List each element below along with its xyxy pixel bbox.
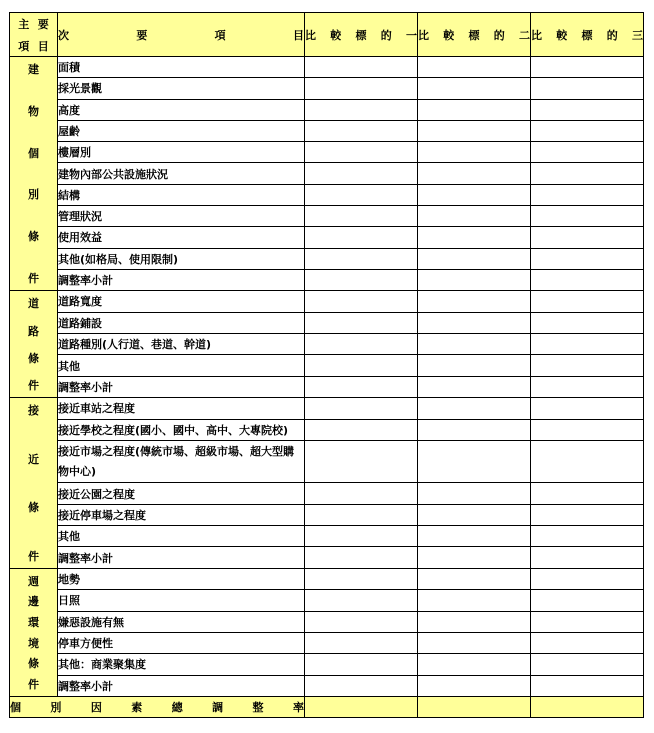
compare-cell-3[interactable] [531, 654, 644, 675]
compare-cell-1[interactable] [305, 355, 418, 376]
table-row [10, 99, 644, 120]
compare-cell-2[interactable] [418, 163, 531, 184]
compare-cell-1[interactable] [305, 227, 418, 248]
sub-item-label: 道路鋪設 [58, 312, 305, 333]
category-char: 件 [28, 379, 39, 393]
compare-cell-1[interactable] [305, 483, 418, 504]
header-compare-1 [305, 13, 418, 57]
header-compare-char: 比 [531, 28, 542, 42]
category-label [10, 569, 57, 696]
compare-cell-3[interactable] [531, 269, 644, 290]
total-label-char: 素 [131, 701, 143, 715]
category-char: 別 [28, 188, 39, 202]
category-label [10, 398, 57, 568]
header-main-char: 目 [37, 39, 49, 53]
compare-cell-1[interactable] [305, 78, 418, 99]
category-cell [10, 568, 58, 696]
sub-item-label: 調整率小計 [58, 675, 305, 696]
compare-cell-3[interactable] [531, 120, 644, 141]
compare-cell-2[interactable] [418, 291, 531, 312]
total-label-char: 整 [252, 701, 264, 715]
table-row [10, 376, 644, 397]
category-char: 路 [28, 324, 39, 338]
compare-cell-1[interactable] [305, 269, 418, 290]
category-char: 個 [28, 146, 39, 160]
compare-cell-3[interactable] [531, 568, 644, 589]
compare-cell-2[interactable] [418, 142, 531, 163]
compare-cell-2[interactable] [418, 57, 531, 78]
sub-item-label: 調整率小計 [58, 376, 305, 397]
compare-cell-1[interactable] [305, 526, 418, 547]
compare-cell-2[interactable] [418, 248, 531, 269]
category-char: 邊 [28, 595, 39, 609]
compare-cell-3[interactable] [531, 248, 644, 269]
compare-cell-1[interactable] [305, 504, 418, 525]
header-compare-char: 三 [632, 28, 643, 42]
compare-cell-3[interactable] [531, 355, 644, 376]
compare-cell-3[interactable] [531, 483, 644, 504]
compare-cell-1[interactable] [305, 205, 418, 226]
table-row [10, 568, 644, 589]
table-row [10, 526, 644, 547]
header-compare-char: 標 [355, 28, 367, 42]
header-sub-char: 項 [214, 28, 226, 42]
sub-item-label: 嫌惡設施有無 [58, 611, 305, 632]
header-main-char: 要 [37, 17, 49, 31]
category-char: 件 [28, 272, 39, 286]
compare-cell-2[interactable] [418, 440, 531, 483]
compare-cell-1[interactable] [305, 248, 418, 269]
compare-cell-1[interactable] [305, 333, 418, 354]
table-row [10, 483, 644, 504]
total-label-char: 調 [212, 701, 224, 715]
compare-cell-3[interactable] [531, 312, 644, 333]
category-char: 接 [28, 404, 39, 418]
sub-item-label: 調整率小計 [58, 269, 305, 290]
header-sub-char: 目 [292, 28, 304, 42]
category-cell [10, 398, 58, 569]
table-row [10, 611, 644, 632]
table-row [10, 504, 644, 525]
compare-cell-2[interactable] [418, 632, 531, 653]
header-compare-char: 較 [443, 28, 455, 42]
compare-cell-3[interactable] [531, 163, 644, 184]
compare-cell-1[interactable] [305, 184, 418, 205]
compare-cell-3[interactable] [531, 78, 644, 99]
sub-item-label: 建物內部公共設施狀況 [58, 163, 305, 184]
total-label-char: 因 [90, 701, 102, 715]
header-sub-char: 次 [58, 28, 69, 42]
table-row [10, 333, 644, 354]
total-compare-cell-3[interactable] [531, 696, 644, 717]
compare-cell-3[interactable] [531, 632, 644, 653]
table-row [10, 654, 644, 675]
table-row [10, 590, 644, 611]
category-char: 週 [28, 574, 39, 588]
sub-item-label: 樓層別 [58, 142, 305, 163]
header-compare-char: 的 [493, 28, 505, 42]
table-row [10, 78, 644, 99]
header-compare-char: 一 [406, 28, 417, 42]
category-char: 近 [28, 452, 39, 466]
total-label-char: 別 [50, 701, 62, 715]
sub-item-label: 地勢 [58, 568, 305, 589]
total-label [10, 696, 305, 717]
sub-item-label: 接近公園之程度 [58, 483, 305, 504]
compare-cell-3[interactable] [531, 526, 644, 547]
header-row [10, 13, 644, 57]
compare-cell-3[interactable] [531, 291, 644, 312]
header-compare-char: 比 [305, 28, 316, 42]
compare-cell-2[interactable] [418, 504, 531, 525]
total-compare-cell-1[interactable] [305, 696, 418, 717]
compare-cell-1[interactable] [305, 440, 418, 483]
compare-cell-1[interactable] [305, 312, 418, 333]
compare-cell-2[interactable] [418, 675, 531, 696]
table-row [10, 312, 644, 333]
compare-cell-2[interactable] [418, 184, 531, 205]
compare-cell-2[interactable] [418, 333, 531, 354]
header-compare-char: 比 [418, 28, 429, 42]
compare-cell-3[interactable] [531, 547, 644, 568]
compare-cell-3[interactable] [531, 504, 644, 525]
compare-cell-1[interactable] [305, 120, 418, 141]
compare-cell-3[interactable] [531, 142, 644, 163]
compare-cell-2[interactable] [418, 269, 531, 290]
compare-cell-3[interactable] [531, 99, 644, 120]
header-compare-3 [531, 13, 644, 57]
header-main-char: 項 [18, 39, 30, 53]
header-main-item [10, 13, 58, 57]
table-row [10, 57, 644, 78]
compare-cell-2[interactable] [418, 654, 531, 675]
compare-cell-2[interactable] [418, 590, 531, 611]
compare-cell-2[interactable] [418, 227, 531, 248]
compare-cell-2[interactable] [418, 398, 531, 419]
compare-cell-3[interactable] [531, 205, 644, 226]
table-row [10, 142, 644, 163]
compare-cell-2[interactable] [418, 78, 531, 99]
sub-item-label: 道路種別(人行道、巷道、幹道) [58, 333, 305, 354]
compare-cell-1[interactable] [305, 590, 418, 611]
compare-cell-2[interactable] [418, 419, 531, 440]
category-char: 環 [28, 616, 39, 630]
category-cell [10, 291, 58, 398]
table-row [10, 419, 644, 440]
sub-item-label: 管理狀況 [58, 205, 305, 226]
compare-cell-2[interactable] [418, 568, 531, 589]
sub-item-label: 屋齡 [58, 120, 305, 141]
table-row [10, 184, 644, 205]
header-compare-char: 標 [581, 28, 593, 42]
compare-cell-1[interactable] [305, 291, 418, 312]
table-row [10, 227, 644, 248]
table-row [10, 248, 644, 269]
compare-cell-3[interactable] [531, 590, 644, 611]
compare-cell-1[interactable] [305, 99, 418, 120]
header-compare-2 [418, 13, 531, 57]
compare-cell-3[interactable] [531, 57, 644, 78]
compare-cell-1[interactable] [305, 632, 418, 653]
compare-cell-3[interactable] [531, 675, 644, 696]
table-row [10, 632, 644, 653]
category-char: 條 [28, 230, 39, 244]
header-compare-char: 較 [556, 28, 568, 42]
total-row [10, 696, 644, 717]
compare-cell-2[interactable] [418, 547, 531, 568]
total-compare-cell-2[interactable] [418, 696, 531, 717]
total-label-char: 率 [292, 701, 304, 715]
sub-item-label: 其他 [58, 355, 305, 376]
category-char: 建 [28, 63, 39, 76]
category-char: 境 [28, 636, 39, 650]
compare-cell-2[interactable] [418, 611, 531, 632]
sub-item-label: 高度 [58, 99, 305, 120]
header-sub-item [58, 13, 305, 57]
compare-cell-2[interactable] [418, 376, 531, 397]
compare-cell-1[interactable] [305, 419, 418, 440]
compare-cell-3[interactable] [531, 611, 644, 632]
sub-item-label: 接近停車場之程度 [58, 504, 305, 525]
sub-item-label: 其他(如格局、使用限制) [58, 248, 305, 269]
category-char: 條 [28, 657, 39, 671]
table-row [10, 675, 644, 696]
table-row [10, 547, 644, 568]
compare-cell-2[interactable] [418, 99, 531, 120]
table-row [10, 120, 644, 141]
compare-cell-3[interactable] [531, 227, 644, 248]
table-row [10, 355, 644, 376]
category-cell [10, 57, 58, 291]
sub-item-label: 結構 [58, 184, 305, 205]
sub-item-label: 其他：商業聚集度 [58, 654, 305, 675]
sub-item-label: 使用效益 [58, 227, 305, 248]
compare-cell-2[interactable] [418, 312, 531, 333]
compare-cell-3[interactable] [531, 398, 644, 419]
sub-item-label: 採光景觀 [58, 78, 305, 99]
category-char: 物 [28, 104, 39, 118]
sub-item-label: 日照 [58, 590, 305, 611]
category-char: 道 [28, 297, 39, 311]
sub-item-label: 其他 [58, 526, 305, 547]
category-char: 件 [28, 549, 39, 563]
table-row [10, 398, 644, 419]
compare-cell-1[interactable] [305, 675, 418, 696]
header-sub-char: 要 [136, 28, 148, 42]
category-char: 條 [28, 501, 39, 515]
compare-cell-1[interactable] [305, 547, 418, 568]
sub-item-label: 調整率小計 [58, 547, 305, 568]
compare-cell-3[interactable] [531, 184, 644, 205]
sub-item-label: 停車方便性 [58, 632, 305, 653]
header-compare-char: 的 [380, 28, 392, 42]
compare-cell-3[interactable] [531, 440, 644, 483]
compare-cell-1[interactable] [305, 57, 418, 78]
sub-item-label: 接近車站之程度 [58, 398, 305, 419]
compare-cell-1[interactable] [305, 568, 418, 589]
total-label-char: 個 [10, 701, 21, 715]
adjustment-form-table [9, 12, 644, 718]
table-row [10, 205, 644, 226]
compare-cell-1[interactable] [305, 376, 418, 397]
compare-cell-2[interactable] [418, 526, 531, 547]
header-compare-char: 二 [519, 28, 530, 42]
compare-cell-1[interactable] [305, 142, 418, 163]
table-row [10, 291, 644, 312]
category-char: 件 [28, 677, 39, 691]
compare-cell-3[interactable] [531, 419, 644, 440]
header-main-char: 主 [18, 17, 30, 31]
table-row [10, 440, 644, 483]
compare-cell-1[interactable] [305, 654, 418, 675]
sub-item-label: 道路寬度 [58, 291, 305, 312]
category-char: 條 [28, 351, 39, 365]
table-row [10, 269, 644, 290]
category-label [10, 57, 57, 290]
compare-cell-3[interactable] [531, 376, 644, 397]
total-label-char: 總 [171, 701, 183, 715]
compare-cell-3[interactable] [531, 333, 644, 354]
compare-cell-1[interactable] [305, 398, 418, 419]
compare-cell-1[interactable] [305, 611, 418, 632]
header-compare-char: 標 [468, 28, 480, 42]
compare-cell-1[interactable] [305, 163, 418, 184]
compare-cell-2[interactable] [418, 205, 531, 226]
compare-cell-2[interactable] [418, 120, 531, 141]
header-compare-char: 較 [330, 28, 342, 42]
category-label [10, 291, 57, 397]
sub-item-label: 接近學校之程度(國小、國中、高中、大專院校) [58, 419, 305, 440]
table-row [10, 163, 644, 184]
header-compare-char: 的 [606, 28, 618, 42]
sub-item-label: 面積 [58, 57, 305, 78]
compare-cell-2[interactable] [418, 355, 531, 376]
compare-cell-2[interactable] [418, 483, 531, 504]
sub-item-label: 接近市場之程度(傳統市場、超級市場、超大型購物中心) [58, 440, 305, 483]
